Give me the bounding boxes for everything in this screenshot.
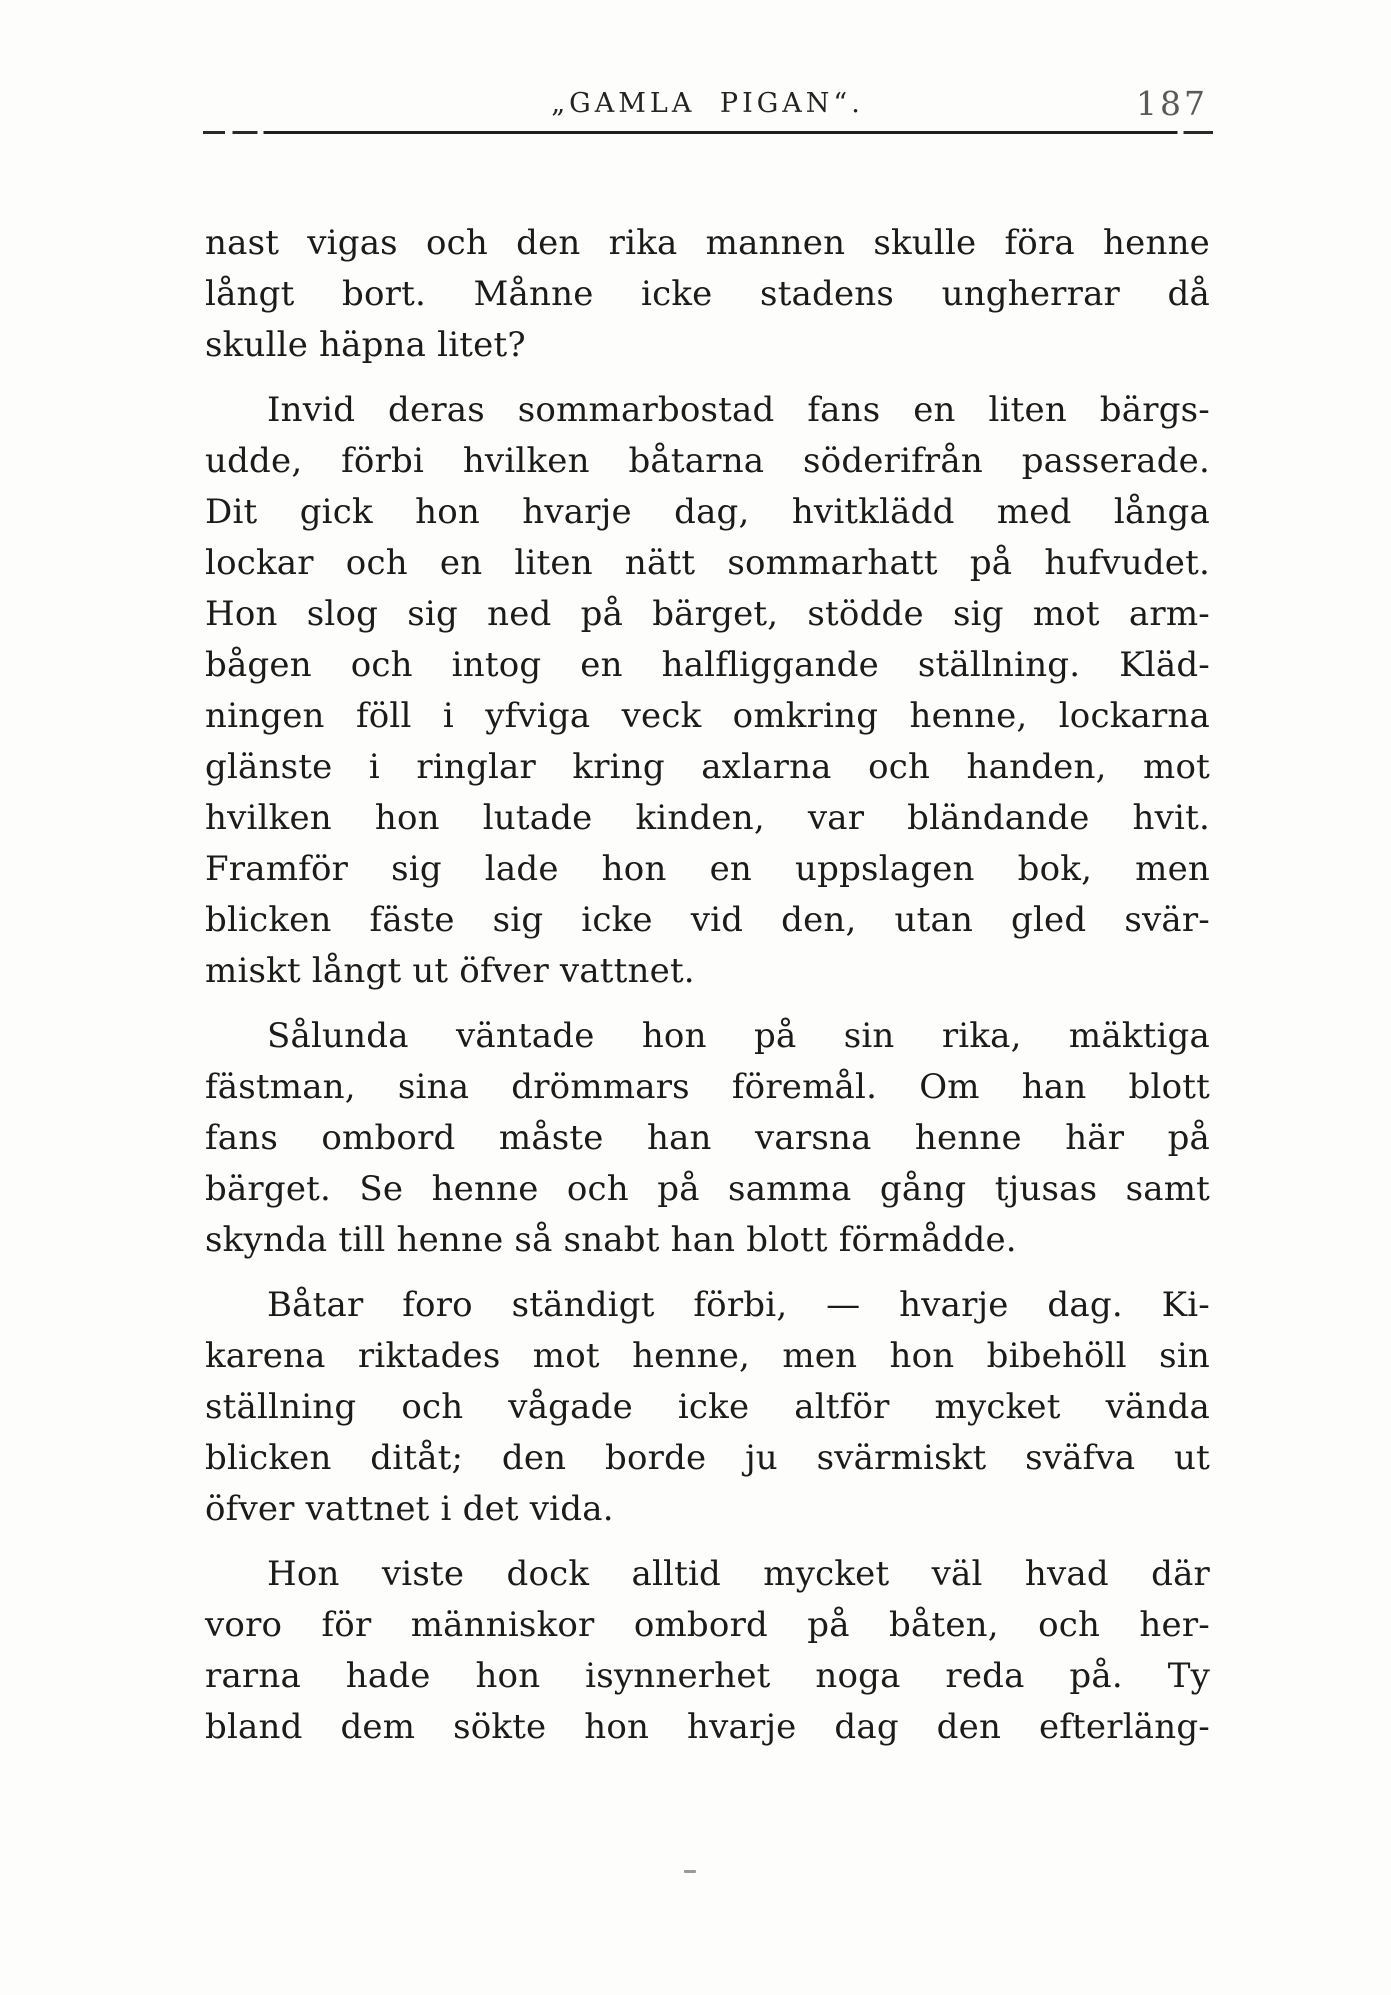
running-header: [205, 84, 1210, 128]
stray-ink-mark: [684, 1870, 696, 1873]
text-line: blicken ditåt; den borde ju svärmiskt sväfva ut: [205, 1438, 1210, 1478]
text-line: glänste i ringlar kring axlarna och handen, mot: [205, 747, 1210, 787]
text-line: skulle häpna litet?: [205, 325, 526, 365]
paragraph: [205, 218, 1210, 371]
text-line: bland dem sökte hon hvarje dag den efterläng-: [205, 1707, 1210, 1747]
paragraph: [205, 1011, 1210, 1266]
paragraph: [205, 1280, 1210, 1535]
text-line: fans ombord måste han varsna henne här på: [205, 1118, 1210, 1158]
text-line: Invid deras sommarbostad fans en liten bärgs-: [267, 390, 1210, 430]
running-header-title: „GAMLA PIGAN“.: [551, 88, 864, 119]
paragraph: [205, 385, 1210, 997]
text-line: Framför sig lade hon en uppslagen bok, men: [205, 849, 1210, 889]
page-number: 187: [1136, 84, 1208, 123]
text-line: Båtar foro ständigt förbi, — hvarje dag. Ki-: [267, 1285, 1210, 1325]
text-line: hvilken hon lutade kinden, var bländande hvit.: [205, 798, 1210, 838]
text-line: nast vigas och den rika mannen skulle föra henne: [205, 223, 1210, 263]
text-line: bärget. Se henne och på samma gång tjusas samt: [205, 1169, 1210, 1209]
header-rule: [203, 131, 1213, 134]
text-line: långt bort. Månne icke stadens ungherrar då: [205, 274, 1210, 314]
text-line: blicken fäste sig icke vid den, utan gled svär-: [205, 900, 1210, 940]
text-line: fästman, sina drömmars föremål. Om han blott: [205, 1067, 1210, 1107]
text-line: bågen och intog en halfliggande ställning. Kläd-: [205, 645, 1210, 685]
text-block: [205, 218, 1210, 1753]
text-line: miskt långt ut öfver vattnet.: [205, 951, 695, 991]
text-line: lockar och en liten nätt sommarhatt på hufvudet.: [205, 543, 1210, 583]
text-line: Hon slog sig ned på bärget, stödde sig mot arm-: [205, 594, 1210, 634]
text-line: ställning och vågade icke altför mycket vända: [205, 1387, 1210, 1427]
text-line: Sålunda väntade hon på sin rika, mäktiga: [267, 1016, 1210, 1056]
text-line: öfver vattnet i det vida.: [205, 1489, 614, 1529]
text-line: ningen föll i yfviga veck omkring henne, lockarna: [205, 696, 1210, 736]
text-line: voro för människor ombord på båten, och her-: [205, 1605, 1210, 1645]
text-line: karena riktades mot henne, men hon bibehöll sin: [205, 1336, 1210, 1376]
text-line: skynda till henne så snabt han blott förmådde.: [205, 1220, 1017, 1260]
text-line: Dit gick hon hvarje dag, hvitklädd med långa: [205, 492, 1210, 532]
text-line: udde, förbi hvilken båtarna söderifrån passerade.: [205, 441, 1210, 481]
text-line: rarna hade hon isynnerhet noga reda på. Ty: [205, 1656, 1210, 1696]
text-line: Hon viste dock alltid mycket väl hvad där: [267, 1554, 1210, 1594]
paragraph: [205, 1549, 1210, 1753]
